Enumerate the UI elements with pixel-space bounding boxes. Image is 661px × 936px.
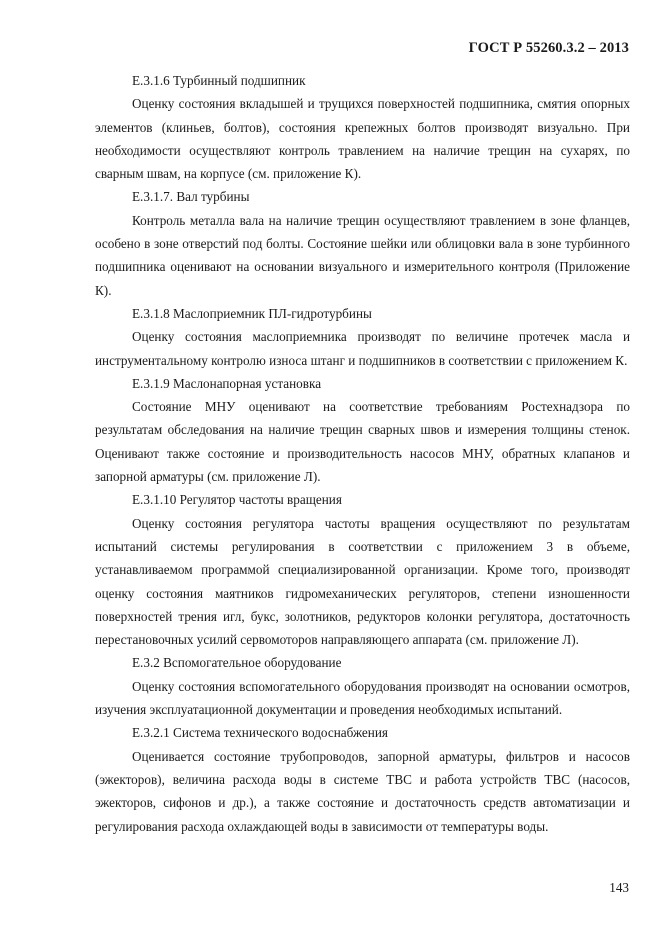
document-header: ГОСТ Р 55260.3.2 – 2013 bbox=[468, 40, 629, 56]
section-heading-auxiliary-equipment: Е.3.2 Вспомогательное оборудование bbox=[132, 655, 342, 671]
paragraph-water-supply: Оценивается состояние трубопроводов, запорной арматуры, фильтров и насосов (эжекторов), величина расхода воды в системе ТВС и работа устройств ТВС (насосов, эжекторов, сифонов и др.), а также состояние и достаточность средств автоматизации и регулирования расхода охлаждающей воды в зависимости от температуры воды. bbox=[95, 748, 630, 834]
paragraph-speed-governor: Оценку состояния регулятора частоты вращения осуществляют по результатам испытаний системы регулирования в соответствии с приложением 3 в объеме, устанавливаемом программой специализированной организации. Кроме того, производят оценку состояния маятников гидромеханических регуляторов, степени изношенности поверхностей трения игл, букс, золотников, редукторов колонки регулятора, достаточность перестановочных усилий сервомоторов направляющего аппарата (см. приложение Л). bbox=[95, 515, 630, 648]
section-heading-oil-pressure-unit: Е.3.1.9 Маслонапорная установка bbox=[132, 375, 322, 391]
section-heading-oil-receiver: Е.3.1.8 Маслоприемник ПЛ-гидротурбины bbox=[132, 305, 372, 321]
section-heading-water-supply: Е.3.2.1 Система технического водоснабжения bbox=[132, 725, 388, 741]
document-body bbox=[95, 69, 630, 838]
paragraph-turbine-bearing: Оценку состояния вкладышей и трущихся поверхностей подшипника, смятия опорных элементов (клиньев, болтов), состояния крепежных болтов производят визуально. При необходимости осуществляют контроль травлением на наличие трещин на сухарях, по сварным швам, на корпусе (см. приложение К). bbox=[95, 96, 630, 182]
section-heading-turbine-shaft: Е.3.1.7. Вал турбины bbox=[132, 189, 250, 205]
section-heading-turbine-bearing: Е.3.1.6 Турбинный подшипник bbox=[132, 73, 306, 88]
paragraph-auxiliary-equipment: Оценку состояния вспомогательного оборудования производят на основании осмотров, изучения эксплуатационной документации и проведения необходимых испытаний. bbox=[95, 678, 630, 718]
page-number: 143 bbox=[609, 880, 629, 895]
paragraph-oil-pressure-unit: Состояние МНУ оценивают на соответствие требованиям Ростехнадзора по результатам обследования на наличие трещин сварных швов и измерения толщины стенок. Оценивают также состояние и производительность насосов МНУ, обратных клапанов и запорной арматуры (см. приложение Л). bbox=[95, 399, 630, 485]
section-heading-speed-governor: Е.3.1.10 Регулятор частоты вращения bbox=[132, 492, 342, 508]
paragraph-oil-receiver: Оценку состояния маслоприемника производят по величине протечек масла и инструментальному контролю износа штанг и подшипников в соответствии с приложением К. bbox=[95, 329, 630, 368]
paragraph-turbine-shaft: Контроль металла вала на наличие трещин осуществляют травлением в зоне фланцев, особено в зоне отверстий под болты. Состояние шейки или облицовки вала в зоне турбинного подшипника оценивают на основании визуального и измерительного контроля (Приложение К). bbox=[95, 212, 630, 298]
